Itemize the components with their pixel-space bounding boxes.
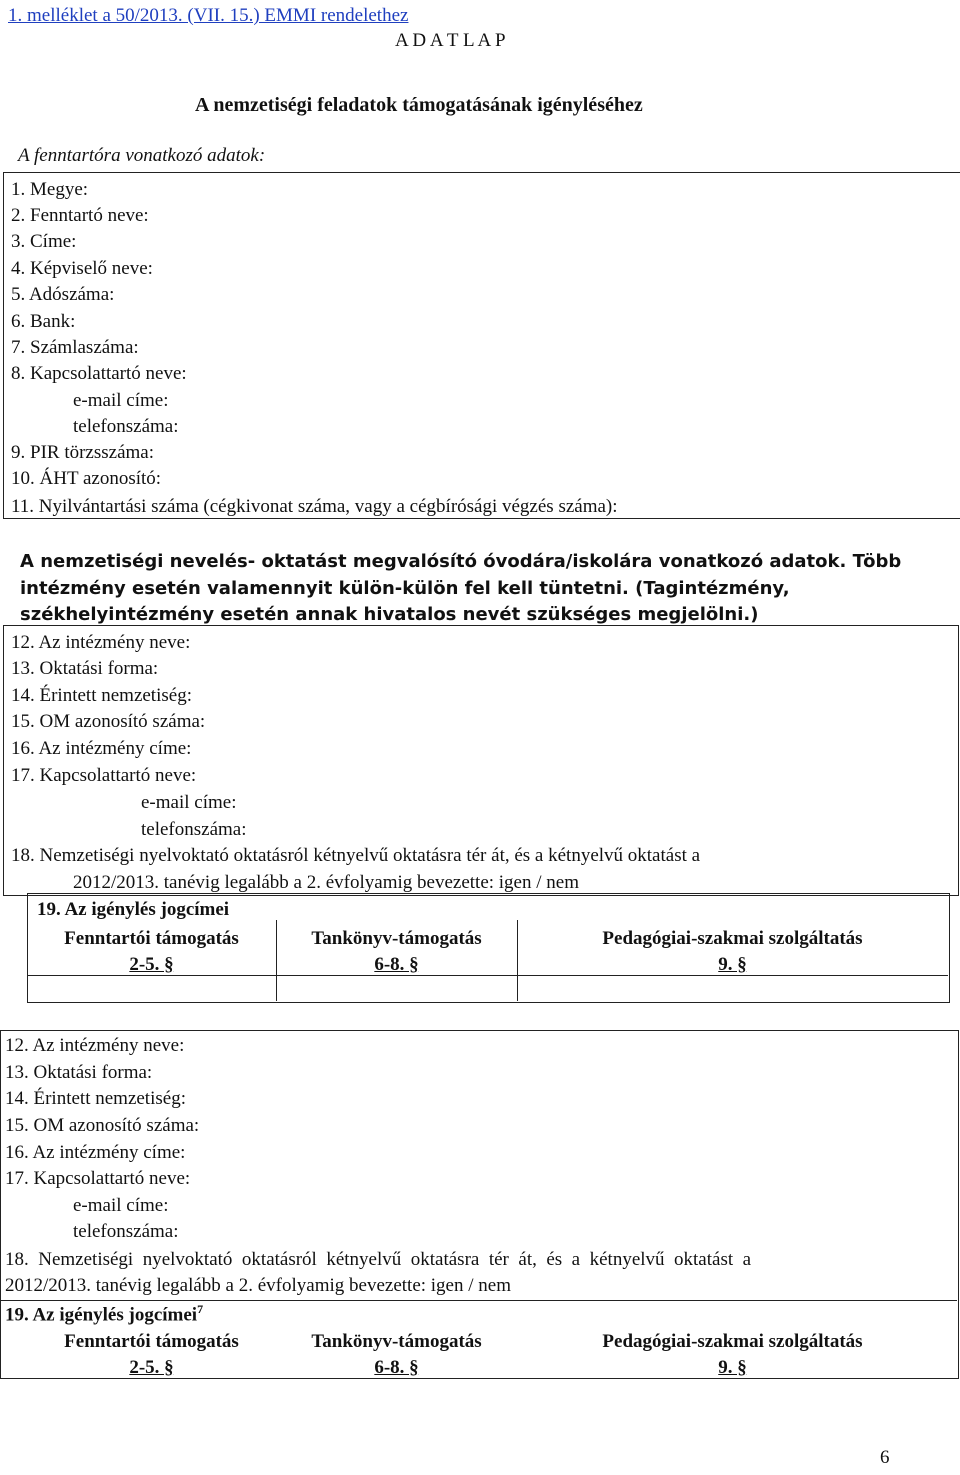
inst2-claim-maintainer-section[interactable]: 2-5. § bbox=[129, 1357, 174, 1378]
inst1-bilingual-question: 18. Nemzetiségi nyelvoktató oktatásról kétnyelvű oktatásra tér át, és a kétnyelvű oktatást a bbox=[11, 845, 701, 866]
inst2-om-id[interactable]: 15. OM azonosító száma: bbox=[5, 1115, 200, 1136]
document-subtitle: A nemzetiségi feladatok támogatásának igényléséhez bbox=[195, 94, 643, 116]
inst2-claim-pedagogical-service: Pedagógiai-szakmai szolgáltatás bbox=[602, 1331, 863, 1352]
inst2-claim-pedagogical-section[interactable]: 9. § bbox=[718, 1357, 747, 1378]
regulation-reference[interactable]: 1. melléklet a 50/2013. (VII. 15.) EMMI rendelethez bbox=[8, 5, 409, 26]
inst2-name[interactable]: 12. Az intézmény neve: bbox=[5, 1035, 185, 1056]
document-title: A D A T L A P bbox=[395, 30, 506, 51]
inst1-contact-name[interactable]: 17. Kapcsolattartó neve: bbox=[11, 765, 197, 786]
inst1-bilingual-answer[interactable]: 2012/2013. tanévig legalább a 2. évfolyamig bevezette: igen / nem bbox=[73, 872, 579, 893]
inst1-contact-phone[interactable]: telefonszáma: bbox=[141, 819, 247, 840]
field-registry-number[interactable]: 11. Nyilvántartási száma (cégkivonat száma, vagy a cégbírósági végzés száma): bbox=[11, 496, 618, 517]
institution-intro-line-3: székhelyintézmény esetén annak hivatalos nevét szükséges megjelölni.) bbox=[20, 604, 759, 625]
field-contact-email[interactable]: e-mail címe: bbox=[73, 390, 169, 411]
inst2-education-form[interactable]: 13. Oktatási forma: bbox=[5, 1062, 153, 1083]
inst1-claim-pedagogical-section[interactable]: 9. § bbox=[718, 954, 747, 975]
field-tax-number[interactable]: 5. Adószáma: bbox=[11, 284, 115, 305]
inst2-claim-title-text: 19. Az igénylés jogcímei bbox=[5, 1304, 198, 1326]
inst1-address[interactable]: 16. Az intézmény címe: bbox=[11, 738, 192, 759]
field-bank[interactable]: 6. Bank: bbox=[11, 311, 76, 332]
inst1-claim-textbook-support: Tankönyv-támogatás bbox=[311, 928, 482, 949]
inst1-claim-maintainer-support: Fenntartói támogatás bbox=[64, 928, 239, 949]
inst2-claim-textbook-support: Tankönyv-támogatás bbox=[311, 1331, 482, 1352]
field-account-number[interactable]: 7. Számlaszáma: bbox=[11, 337, 139, 358]
inst1-claim-table-divider bbox=[27, 975, 948, 976]
field-maintainer-name[interactable]: 2. Fenntartó neve: bbox=[11, 205, 149, 226]
inst1-claim-title: 19. Az igénylés jogcímei bbox=[37, 899, 230, 920]
inst1-education-form[interactable]: 13. Oktatási forma: bbox=[11, 658, 159, 679]
field-contact-name[interactable]: 8. Kapcsolattartó neve: bbox=[11, 363, 187, 384]
inst2-claim-top-divider bbox=[0, 1300, 957, 1301]
inst1-om-id[interactable]: 15. OM azonosító száma: bbox=[11, 711, 206, 732]
inst1-claim-maintainer-section[interactable]: 2-5. § bbox=[129, 954, 174, 975]
field-representative[interactable]: 4. Képviselő neve: bbox=[11, 258, 153, 279]
field-pir-number[interactable]: 9. PIR törzsszáma: bbox=[11, 442, 155, 463]
inst1-claim-pedagogical-service: Pedagógiai-szakmai szolgáltatás bbox=[602, 928, 863, 949]
institution-intro-line-2: intézmény esetén valamennyit külön-külön fel kell tüntetni. (Tagintézmény, bbox=[20, 578, 790, 599]
inst2-contact-email[interactable]: e-mail címe: bbox=[73, 1195, 169, 1216]
inst2-nationality[interactable]: 14. Érintett nemzetiség: bbox=[5, 1088, 186, 1109]
field-address[interactable]: 3. Címe: bbox=[11, 231, 77, 252]
inst2-claim-footnote[interactable]: 7 bbox=[197, 1302, 204, 1316]
inst2-claim-textbook-section[interactable]: 6-8. § bbox=[374, 1357, 419, 1378]
inst2-claim-title bbox=[5, 1303, 203, 1324]
inst2-contact-phone[interactable]: telefonszáma: bbox=[73, 1221, 179, 1242]
maintainer-section-label: A fenntartóra vonatkozó adatok: bbox=[18, 145, 266, 166]
inst2-address[interactable]: 16. Az intézmény címe: bbox=[5, 1142, 186, 1163]
page-number: 6 bbox=[880, 1447, 890, 1468]
field-contact-phone[interactable]: telefonszáma: bbox=[73, 416, 179, 437]
inst1-name[interactable]: 12. Az intézmény neve: bbox=[11, 632, 191, 653]
inst1-contact-email[interactable]: e-mail címe: bbox=[141, 792, 237, 813]
institution-intro-line-1: A nemzetiségi nevelés- oktatást megvalósító óvodára/iskolára vonatkozó adatok. Több bbox=[20, 551, 902, 572]
inst1-nationality[interactable]: 14. Érintett nemzetiség: bbox=[11, 685, 192, 706]
field-aht-id[interactable]: 10. ÁHT azonosító: bbox=[11, 468, 162, 489]
inst2-claim-maintainer-support: Fenntartói támogatás bbox=[64, 1331, 239, 1352]
field-county[interactable]: 1. Megye: bbox=[11, 179, 89, 200]
inst2-bilingual-answer[interactable]: 2012/2013. tanévig legalább a 2. évfolyamig bevezette: igen / nem bbox=[5, 1275, 511, 1296]
inst2-bilingual-question: 18. Nemzetiségi nyelvoktató oktatásról kétnyelvű oktatásra tér át, és a kétnyelvű oktatást a bbox=[5, 1249, 752, 1270]
inst2-contact-name[interactable]: 17. Kapcsolattartó neve: bbox=[5, 1168, 191, 1189]
inst1-claim-textbook-section[interactable]: 6-8. § bbox=[374, 954, 419, 975]
